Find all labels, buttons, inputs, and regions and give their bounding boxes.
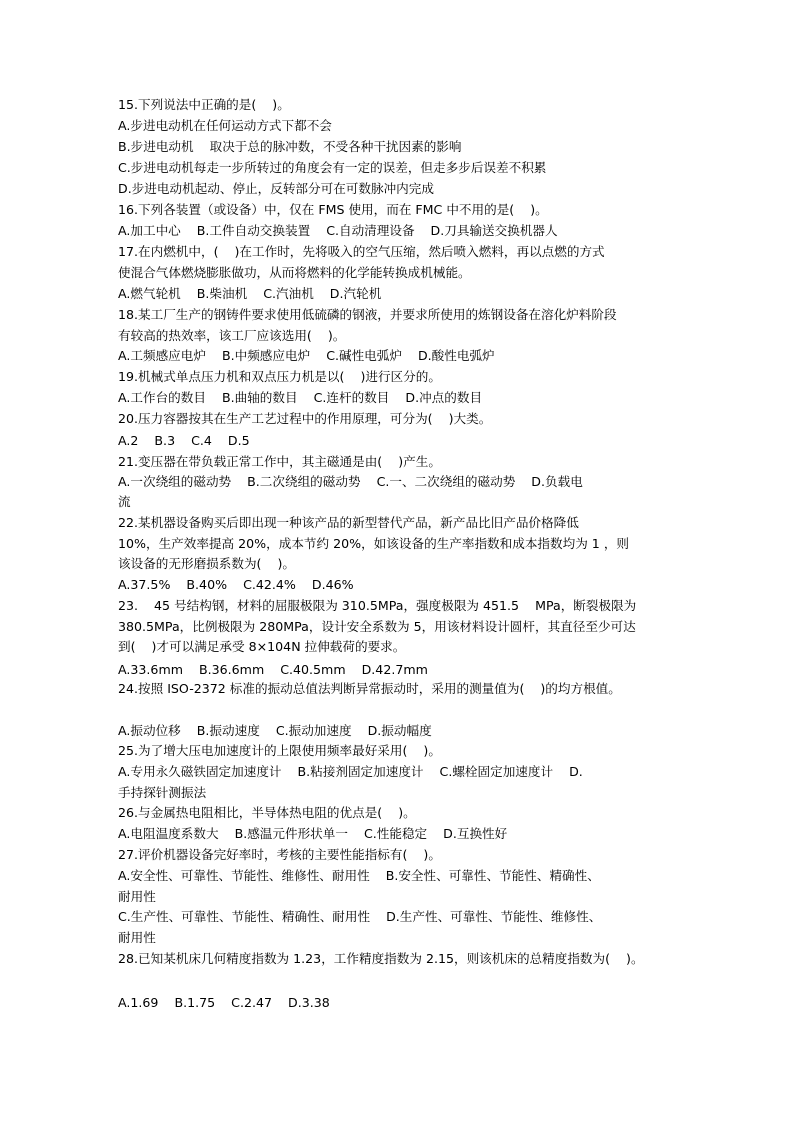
question-stem: 26.与金属热电阻相比，半导体热电阻的优点是( )。 xyxy=(118,805,416,820)
question-stem: 15.下列说法中正确的是( )。 xyxy=(118,97,290,112)
question-stem: 19.机械式单点压力机和双点压力机是以( )进行区分的。 xyxy=(118,369,441,384)
option-line: A.37.5% B.40% C.42.4% D.46% xyxy=(118,577,354,592)
option-line: A.33.6mm B.36.6mm C.40.5mm D.42.7mm xyxy=(118,662,428,677)
option-line: A.安全性、可靠性、节能性、维修性、耐用性 B.安全性、可靠性、节能性、精确性、 xyxy=(118,868,600,883)
question-stem: 380.5MPa，比例极限为 280MPa，设计安全系数为 5，用该材料设计圆杆，其直径至少可达 xyxy=(118,619,636,634)
option-line: B.步进电动机 取决于总的脉冲数，不受各种干扰因素的影响 xyxy=(118,139,462,154)
option-line: C.步进电动机每走一步所转过的角度会有一定的误差，但走多步后误差不积累 xyxy=(118,160,547,175)
question-stem: 27.评价机器设备完好率时，考核的主要性能指标有( )。 xyxy=(118,847,441,862)
option-line: A.燃气轮机 B.柴油机 C.汽油机 D.汽轮机 xyxy=(118,286,382,301)
question-stem: 有较高的热效率，该工厂应该选用( )。 xyxy=(118,328,346,343)
question-stem: 该设备的无形磨损系数为( )。 xyxy=(118,556,295,571)
option-line: 流 xyxy=(118,494,131,509)
question-stem: 24.按照 ISO-2372 标准的振动总值法判断异常振动时，采用的测量值为( )的均方根值。 xyxy=(118,681,621,696)
question-stem: 使混合气体燃烧膨胀做功，从而将燃料的化学能转换成机械能。 xyxy=(118,265,471,280)
option-line: A.加工中心 B.工件自动交换装置 C.自动清理设备 D.刀具输送交换机器人 xyxy=(118,223,558,238)
option-line: A.振动位移 B.振动速度 C.振动加速度 D.振动幅度 xyxy=(118,723,432,738)
option-line: 耐用性 xyxy=(118,889,156,904)
option-line: A.1.69 B.1.75 C.2.47 D.3.38 xyxy=(118,995,330,1010)
question-stem: 10%，生产效率提高 20%，成本节约 20%，如该设备的生产率指数和成本指数均为 1 ，则 xyxy=(118,536,629,551)
question-stem: 21.变压器在带负载正常工作中，其主磁通是由( )产生。 xyxy=(118,454,441,469)
option-line: A.电阻温度系数大 B.感温元件形状单一 C.性能稳定 D.互换性好 xyxy=(118,826,508,841)
question-stem: 16.下列各装置（或设备）中，仅在 FMS 使用，而在 FMC 中不用的是( )。 xyxy=(118,202,548,217)
option-line: 耐用性 xyxy=(118,930,156,945)
question-stem: 20.压力容器按其在生产工艺过程中的作用原理，可分为( )大类。 xyxy=(118,411,492,426)
option-line: A.2 B.3 C.4 D.5 xyxy=(118,433,250,448)
question-stem: 22.某机器设备购买后即出现一种该产品的新型替代产品，新产品比旧产品价格降低 xyxy=(118,515,579,530)
option-line: A.工作台的数目 B.曲轴的数目 C.连杆的数目 D.冲点的数目 xyxy=(118,390,483,405)
option-line: C.生产性、可靠性、节能性、精确性、耐用性 D.生产性、可靠性、节能性、维修性、 xyxy=(118,909,602,924)
question-stem: 18.某工厂生产的钢铸件要求使用低硫磷的钢液，并要求所使用的炼钢设备在溶化炉料阶段 xyxy=(118,307,617,322)
option-line: A.一次绕组的磁动势 B.二次绕组的磁动势 C.一、二次绕组的磁动势 D.负载电 xyxy=(118,474,583,489)
option-line: A.工频感应电炉 B.中频感应电炉 C.碱性电弧炉 D.酸性电弧炉 xyxy=(118,348,495,363)
question-stem: 23. 45 号结构钢，材料的屈服极限为 310.5MPa，强度极限为 451.5 MPa，断裂极限为 xyxy=(118,598,637,613)
question-stem: 到( )才可以满足承受 8×104N 拉伸载荷的要求。 xyxy=(118,639,406,654)
question-stem: 25.为了增大压电加速度计的上限使用频率最好采用( )。 xyxy=(118,743,441,758)
option-line: A.步进电动机在任何运动方式下都不会 xyxy=(118,118,332,133)
option-line: 手持探针测振法 xyxy=(118,785,207,800)
question-stem: 28.已知某机床几何精度指数为 1.23，工作精度指数为 2.15，则该机床的总精度指数为( )。 xyxy=(118,951,644,966)
option-line: A.专用永久磁铁固定加速度计 B.粘接剂固定加速度计 C.螺栓固定加速度计 D. xyxy=(118,764,583,779)
question-stem: 17.在内燃机中，( )在工作时，先将吸入的空气压缩，然后喷入燃料，再以点燃的方式 xyxy=(118,244,605,259)
option-line: D.步进电动机起动、停止，反转部分可在可数脉冲内完成 xyxy=(118,181,434,196)
